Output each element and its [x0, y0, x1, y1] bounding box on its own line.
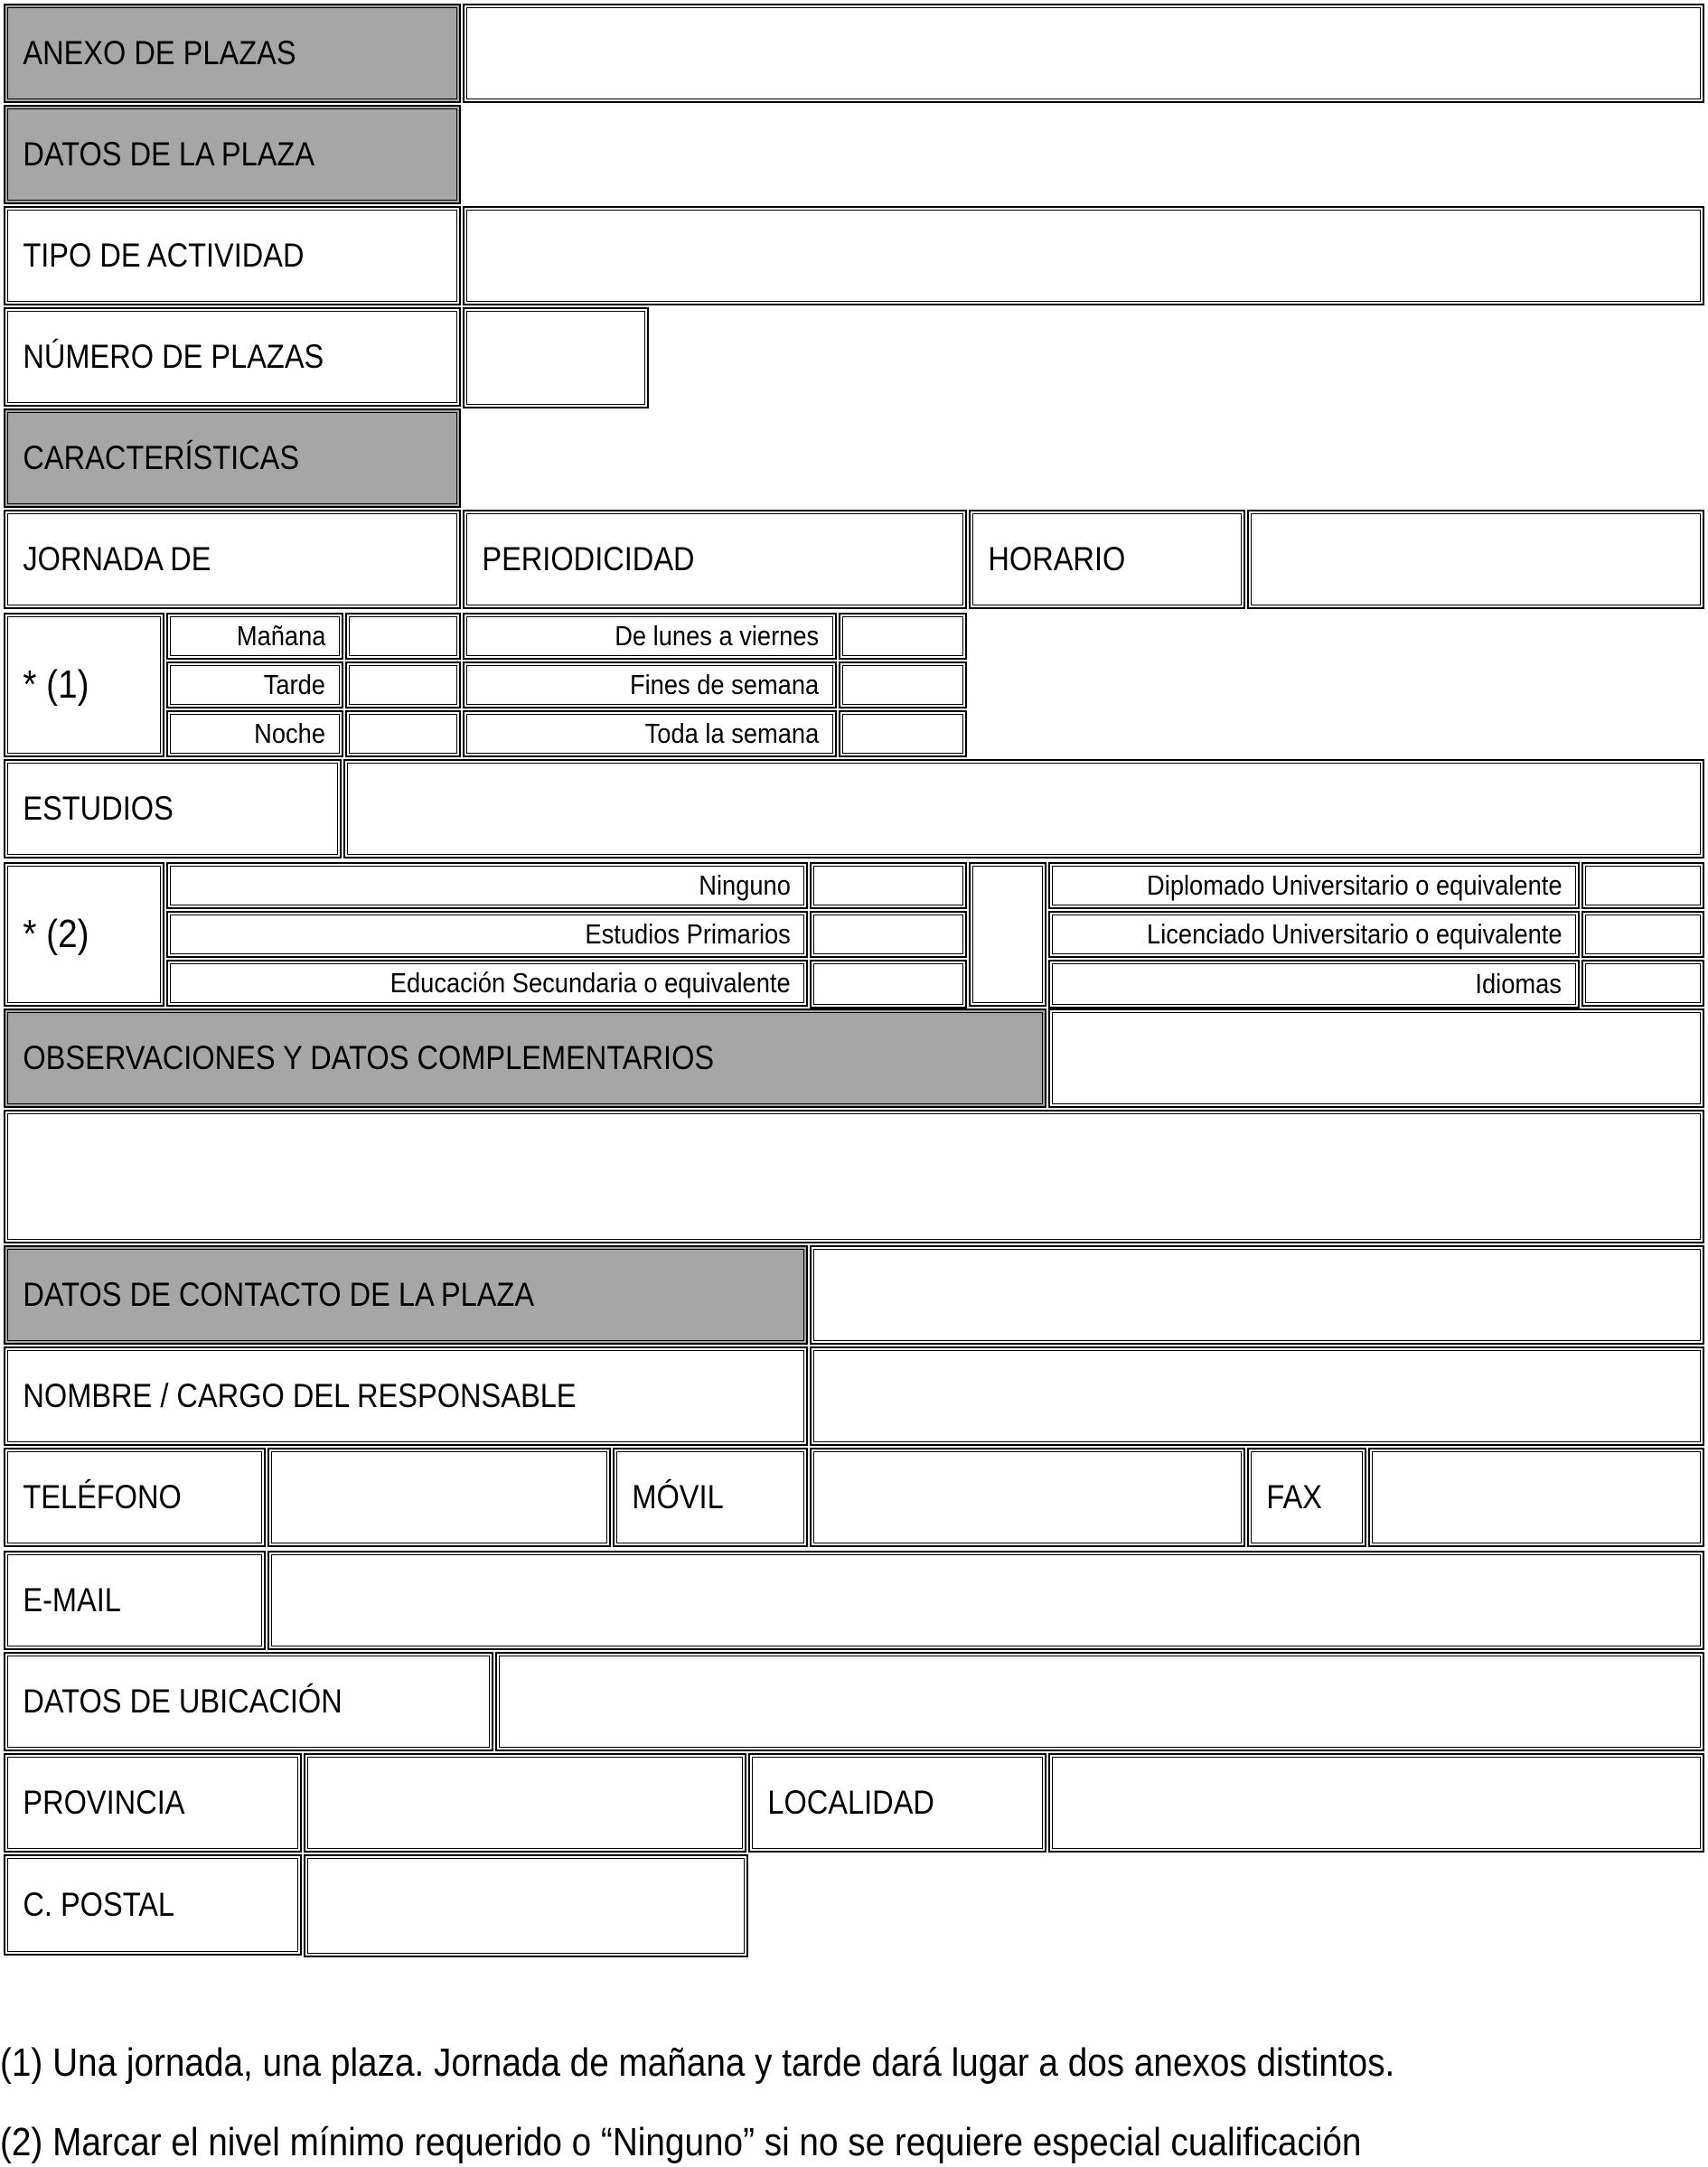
- estudios-option-label: Licenciado Universitario o equivalente: [1146, 918, 1563, 950]
- datos-ubicacion-label: DATOS DE UBICACIÓN: [23, 1683, 343, 1720]
- anexo-de-plazas-field[interactable]: [463, 4, 1704, 103]
- datos-de-la-plaza-label: DATOS DE LA PLAZA: [23, 136, 315, 173]
- ref2-label: * (2): [23, 912, 89, 956]
- estudios-field[interactable]: [343, 759, 1704, 858]
- observaciones-textarea[interactable]: [4, 1110, 1704, 1243]
- movil-field[interactable]: [810, 1448, 1245, 1547]
- jornada-option-label: Noche: [254, 718, 326, 749]
- jornada-option-label: Mañana: [236, 620, 326, 652]
- email-cell: [4, 1551, 266, 1650]
- periodicidad-option-lunes-viernes: [463, 613, 837, 660]
- jornada-de-label: JORNADA DE: [23, 540, 211, 577]
- anexo-de-plazas-header: [4, 4, 461, 103]
- c-postal-cell: [4, 1854, 302, 1956]
- jornada-de-cell: [4, 510, 461, 609]
- footnote-1: (1) Una jornada, una plaza. Jornada de mañana y tarde dará lugar a dos anexos distintos.: [0, 2040, 1395, 2085]
- periodicidad-option-label: Fines de semana: [630, 669, 820, 700]
- nombre-cargo-cell: [4, 1346, 808, 1446]
- c-postal-field[interactable]: [304, 1854, 748, 1957]
- caracteristicas-label: CARACTERÍSTICAS: [23, 439, 300, 476]
- telefono-label: TELÉFONO: [23, 1478, 182, 1515]
- tipo-de-actividad-label: TIPO DE ACTIVIDAD: [23, 237, 305, 274]
- estudios-option-label: Ninguno: [698, 869, 791, 901]
- ref2-cell: [4, 862, 164, 1007]
- movil-cell: [613, 1448, 808, 1547]
- checkbox-secundaria[interactable]: [810, 960, 967, 1008]
- observaciones-side-field[interactable]: [1048, 1008, 1704, 1108]
- fax-label: FAX: [1266, 1478, 1322, 1515]
- fax-cell: [1247, 1448, 1366, 1547]
- checkbox-manana[interactable]: [345, 613, 461, 660]
- localidad-label: LOCALIDAD: [767, 1784, 934, 1821]
- periodicidad-option-label: Toda la semana: [644, 718, 820, 749]
- datos-contacto-field[interactable]: [810, 1245, 1704, 1345]
- email-label: E-MAIL: [23, 1581, 121, 1618]
- fax-field[interactable]: [1368, 1448, 1704, 1547]
- horario-cell: [969, 510, 1245, 609]
- checkbox-idiomas[interactable]: [1581, 960, 1704, 1007]
- observaciones-label: OBSERVACIONES Y DATOS COMPLEMENTARIOS: [23, 1039, 715, 1076]
- estudios-option-ninguno: [166, 862, 808, 909]
- estudios-option-primarios: [166, 911, 808, 958]
- checkbox-primarios[interactable]: [810, 911, 967, 958]
- estudios-option-label: Educación Secundaria o equivalente: [389, 967, 791, 999]
- checkbox-licenciado[interactable]: [1581, 911, 1704, 958]
- footnote-2: (2) Marcar el nivel mínimo requerido o “Ninguno” si no se requiere especial cualificación: [0, 2120, 1362, 2164]
- jornada-option-manana: [166, 613, 343, 660]
- periodicidad-cell: [463, 510, 967, 609]
- estudios-option-diplomado: [1048, 862, 1580, 909]
- datos-contacto-header: [4, 1245, 808, 1345]
- horario-field[interactable]: [1247, 510, 1704, 609]
- caracteristicas-header: [4, 408, 461, 508]
- checkbox-ninguno[interactable]: [810, 862, 967, 909]
- periodicidad-option-label: De lunes a viernes: [615, 620, 820, 652]
- checkbox-fines-semana[interactable]: [839, 661, 967, 708]
- estudios-label: ESTUDIOS: [23, 790, 174, 827]
- jornada-option-tarde: [166, 661, 343, 708]
- localidad-field[interactable]: [1048, 1753, 1704, 1853]
- ref1-label: * (1): [23, 662, 89, 707]
- c-postal-label: C. POSTAL: [23, 1886, 175, 1923]
- estudios-cell: [4, 759, 342, 858]
- checkbox-tarde[interactable]: [345, 661, 461, 708]
- movil-label: MÓVIL: [632, 1478, 724, 1515]
- datos-ubicacion-cell: [4, 1652, 493, 1751]
- datos-contacto-label: DATOS DE CONTACTO DE LA PLAZA: [23, 1276, 535, 1313]
- nombre-cargo-label: NOMBRE / CARGO DEL RESPONSABLE: [23, 1377, 577, 1414]
- numero-de-plazas-cell: [4, 307, 461, 407]
- jornada-option-noche: [166, 710, 343, 757]
- observaciones-header: [4, 1008, 1046, 1108]
- horario-label: HORARIO: [988, 540, 1126, 577]
- checkbox-toda-semana[interactable]: [839, 710, 967, 757]
- email-field[interactable]: [267, 1551, 1704, 1650]
- estudios-option-idiomas: [1048, 960, 1580, 1008]
- numero-de-plazas-field[interactable]: [463, 307, 649, 408]
- provincia-label: PROVINCIA: [23, 1784, 185, 1821]
- localidad-cell: [748, 1753, 1046, 1853]
- checkbox-lunes-viernes[interactable]: [839, 613, 967, 660]
- provincia-cell: [4, 1753, 302, 1853]
- checkbox-noche[interactable]: [345, 710, 461, 757]
- telefono-field[interactable]: [267, 1448, 611, 1547]
- provincia-field[interactable]: [304, 1753, 746, 1853]
- tipo-de-actividad-field[interactable]: [463, 206, 1704, 305]
- estudios-spacer-cell: [969, 862, 1046, 1007]
- checkbox-diplomado[interactable]: [1581, 862, 1704, 909]
- numero-de-plazas-label: NÚMERO DE PLAZAS: [23, 338, 324, 375]
- datos-de-la-plaza-header: [4, 105, 461, 204]
- anexo-de-plazas-label: ANEXO DE PLAZAS: [23, 34, 296, 71]
- estudios-option-label: Estudios Primarios: [584, 918, 791, 950]
- periodicidad-option-toda-semana: [463, 710, 837, 757]
- estudios-option-secundaria: [166, 960, 808, 1007]
- tipo-de-actividad-cell: [4, 206, 461, 305]
- periodicidad-label: PERIODICIDAD: [482, 540, 695, 577]
- estudios-option-label: Idiomas: [1475, 968, 1563, 999]
- periodicidad-option-fines-semana: [463, 661, 837, 708]
- datos-ubicacion-field[interactable]: [495, 1652, 1704, 1751]
- estudios-option-licenciado: [1048, 911, 1580, 958]
- ref1-cell: [4, 613, 164, 757]
- jornada-option-label: Tarde: [264, 669, 326, 700]
- estudios-option-label: Diplomado Universitario o equivalente: [1146, 869, 1563, 901]
- nombre-cargo-field[interactable]: [810, 1346, 1704, 1446]
- telefono-cell: [4, 1448, 266, 1547]
